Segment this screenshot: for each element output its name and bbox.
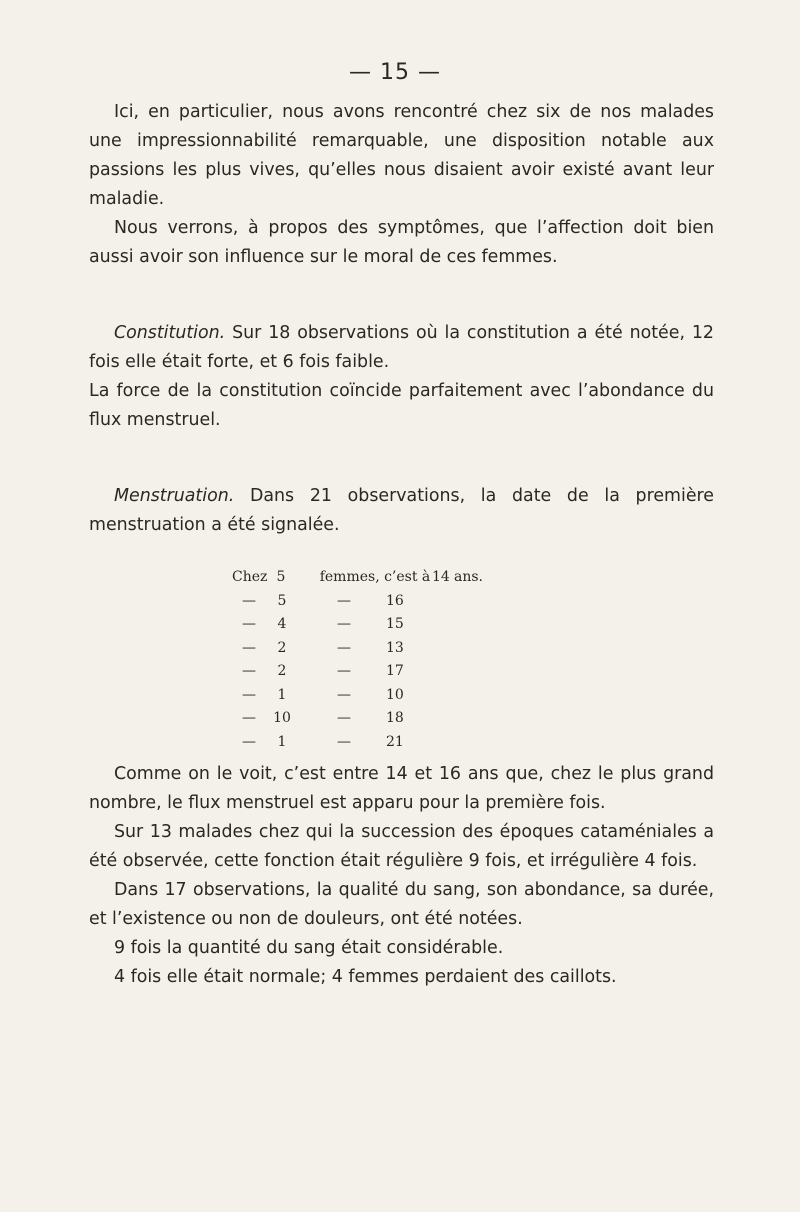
row-separator: — — [337, 686, 351, 703]
row-age: 16 — [386, 592, 404, 609]
intro-section — [89, 98, 714, 272]
row-count: 5 — [277, 592, 287, 609]
header-count: 5 — [276, 569, 286, 585]
table-row — [232, 590, 512, 614]
row-separator: — — [337, 639, 351, 656]
menstruation-section — [89, 482, 714, 540]
conclusion-section — [89, 760, 714, 992]
header-unit: ans. — [454, 569, 483, 585]
row-age: 15 — [386, 616, 404, 632]
conclusion-paragraph-2: Sur 13 malades chez qui la succession des époques cataméniales a été observée, cette fonction était régulière 9 fois, et irrégulière 4 fois. — [89, 822, 714, 871]
row-lead-dash: — — [242, 733, 256, 750]
row-separator: — — [337, 616, 351, 632]
table-row — [232, 707, 512, 731]
header-age: 14 — [432, 569, 450, 585]
page-number: — 15 — — [349, 60, 441, 85]
conclusion-paragraph-4: 9 fois la quantité du sang était considérable. — [114, 938, 504, 958]
age-of-first-menstruation-table — [232, 566, 512, 754]
row-lead-dash: — — [242, 616, 256, 632]
row-lead-dash: — — [242, 639, 256, 656]
table-row — [232, 731, 512, 755]
row-age: 17 — [386, 663, 404, 679]
header-lead: Chez — [232, 569, 268, 585]
row-count: 1 — [277, 733, 287, 750]
constitution-paragraph-2: La force de la constitution coïncide parfaitement avec l’abondance du flux menstruel. — [89, 381, 714, 430]
row-separator: — — [337, 592, 351, 609]
row-count: 4 — [277, 616, 287, 632]
row-age: 13 — [386, 639, 404, 656]
row-lead-dash: — — [242, 592, 256, 609]
row-count: 1 — [277, 686, 287, 703]
row-count: 2 — [277, 663, 287, 679]
row-age: 10 — [386, 686, 404, 703]
row-lead-dash: — — [242, 686, 256, 703]
row-separator: — — [337, 733, 351, 750]
table-row — [232, 613, 512, 637]
intro-paragraph-1: Ici, en particulier, nous avons rencontré chez six de nos malades une impressionnabilité remarquable, une disposition notable aux passions les plus vives, qu’elles nous disaient avoir existé avant leur maladie. — [89, 102, 714, 209]
constitution-text: Sur 18 observations où la constitution a été notée, 12 fois elle était forte, et 6 fois faible. — [89, 323, 714, 372]
table-row — [232, 637, 512, 661]
row-separator: — — [337, 663, 351, 679]
row-lead-dash: — — [242, 710, 256, 726]
row-count: 2 — [277, 639, 287, 656]
row-count: 10 — [273, 710, 291, 726]
intro-paragraph-2: Nous verrons, à propos des symptômes, que l’affection doit bien aussi avoir son influence sur le moral de ces femmes. — [89, 218, 714, 267]
constitution-section — [89, 319, 714, 435]
conclusion-paragraph-5: 4 fois elle était normale; 4 femmes perdaient des caillots. — [114, 967, 617, 987]
table-header-row — [232, 566, 512, 590]
menstruation-text: Dans 21 observations, la date de la première menstruation a été signalée. — [89, 486, 714, 535]
constitution-title: Constitution. — [114, 323, 226, 343]
row-age: 18 — [386, 710, 404, 726]
conclusion-paragraph-3: Dans 17 observations, la qualité du sang, son abondance, sa durée, et l’existence ou non de douleurs, ont été notées. — [89, 880, 714, 929]
menstruation-title: Menstruation. — [114, 486, 235, 506]
row-separator: — — [337, 710, 351, 726]
table-row — [232, 684, 512, 708]
row-age: 21 — [386, 733, 404, 750]
conclusion-paragraph-1: Comme on le voit, c’est entre 14 et 16 ans que, chez le plus grand nombre, le flux menstruel est apparu pour la première fois. — [89, 764, 714, 813]
header-text: femmes, c’est à — [319, 569, 431, 585]
constitution-paragraph-1 — [89, 319, 714, 377]
table-row — [232, 660, 512, 684]
menstruation-paragraph-1 — [89, 482, 714, 540]
row-lead-dash: — — [242, 663, 256, 679]
